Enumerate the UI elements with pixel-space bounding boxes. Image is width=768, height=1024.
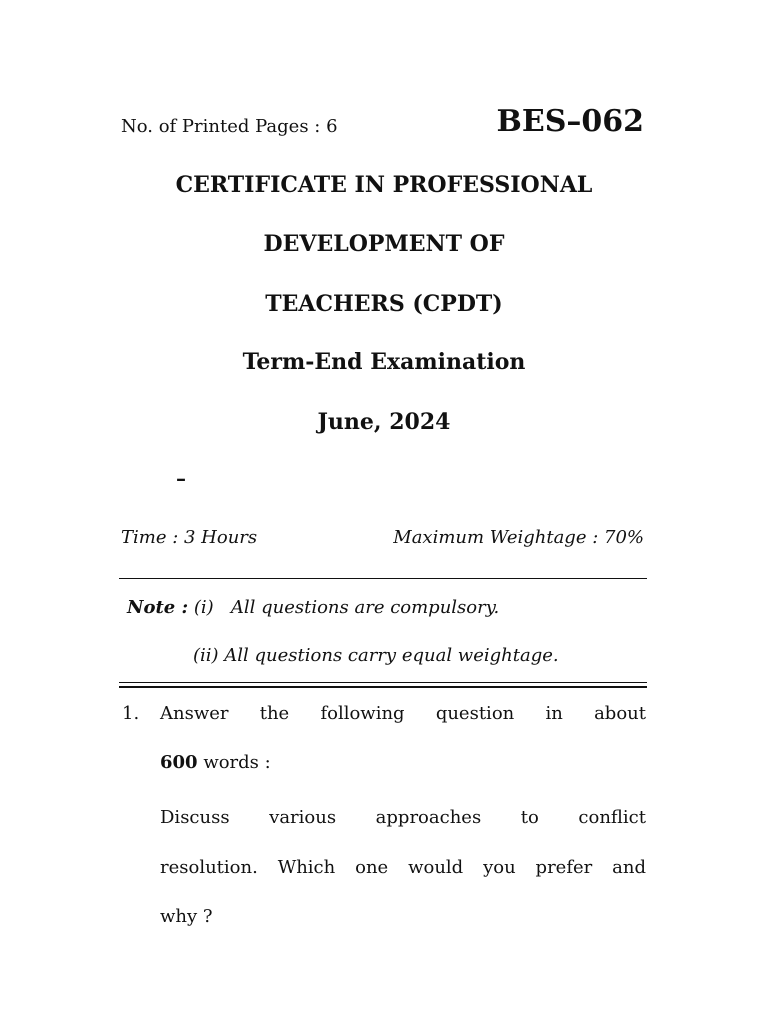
title-line-2: DEVELOPMENT OF [263, 231, 505, 257]
word-count-rest: words : [203, 752, 271, 773]
double-rule-top [119, 682, 647, 683]
divider-rule [119, 578, 647, 579]
title-line-3: TEACHERS (CPDT) [265, 291, 503, 317]
double-rule-bottom [119, 686, 647, 688]
note-item-1-text: All questions are compulsory. [230, 597, 500, 618]
question-instruction: Answer the following question in about [160, 703, 646, 724]
note-item-1-number: (i) [193, 597, 214, 618]
note-label: Note : [127, 597, 189, 618]
exam-time: Time : 3 Hours [121, 527, 258, 548]
note-item-2-text: All questions carry equal weightage. [224, 645, 559, 666]
printed-pages: No. of Printed Pages : 6 [121, 116, 338, 137]
question-text-line-1: Discuss various approaches to conflict [160, 807, 646, 828]
note-item-2 [193, 645, 559, 666]
question-text-line-2: resolution. Which one would you prefer and [160, 857, 646, 878]
note-item-1 [127, 597, 499, 618]
question-text-line-3: why ? [160, 906, 213, 927]
note-item-2-number: (ii) [193, 645, 219, 666]
title-line-1: CERTIFICATE IN PROFESSIONAL [175, 172, 593, 198]
dash-mark: – [176, 466, 186, 490]
question-word-limit [160, 752, 271, 773]
exam-session: June, 2024 [317, 409, 451, 435]
max-weightage: Maximum Weightage : 70% [393, 527, 644, 548]
paper-code: BES–062 [496, 104, 644, 139]
exam-title: Term-End Examination [242, 349, 526, 375]
word-count: 600 [160, 752, 198, 773]
question-number: 1. [122, 703, 140, 724]
